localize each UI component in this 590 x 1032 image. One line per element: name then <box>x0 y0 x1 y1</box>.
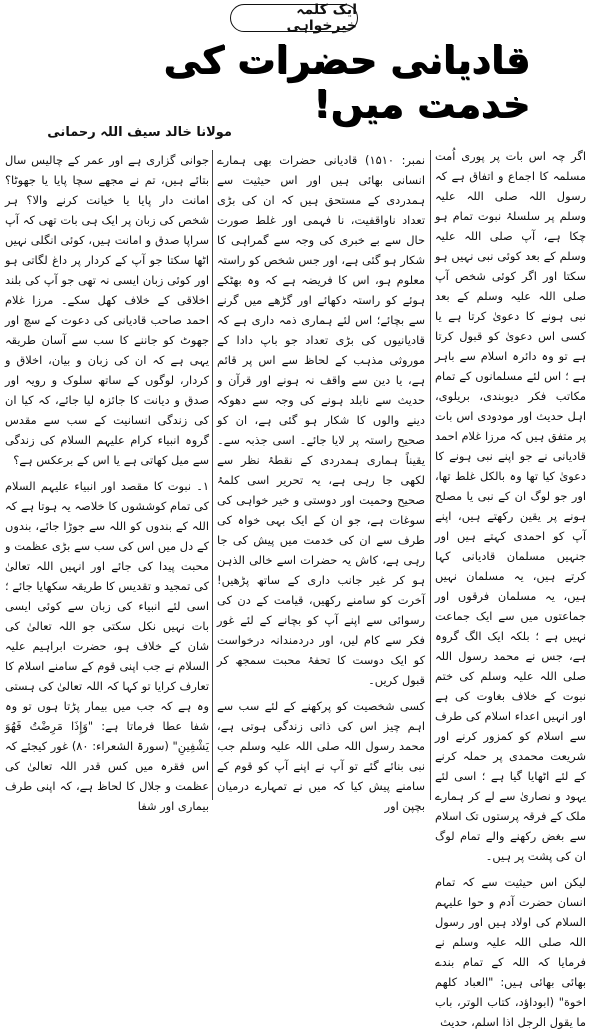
column-divider <box>430 150 431 800</box>
paragraph: نمبر: ۱۵۱۰) قادیانی حضرات بھی ہمارے انسانی بھائی ہیں اور اس حیثیت سے ہمدردی کے مستحق ہیں کہ ان کی بڑی تعداد ناواقفیت، نا فہمی اور غلط صورت حال سے بے خبری کی وجہ سے گمراہی کا شکار ہو گئی ہے، اور جس شخص کو راستہ معلوم ہو، اس کا فریضہ ہے کہ وہ بھٹکے ہوئے کو راستہ دکھائے اور گڑھے میں گرنے سے بچائے؛ اس لئے ہماری ذمہ داری ہے کہ قادیانیوں کی بڑی تعداد جو باپ دادا کے موروثی مذہب کے لحاظ سے اس پر قائم ہے، یا دین سے واقف نہ ہونے اور قرآن و حدیث سے نابلد ہونے کی وجہ سے دھوکہ دینے والوں کا شکار ہو گئی ہے، ان کو صحیح راستہ پر لایا جائے۔ اسی جذبہ سے۔ یقیناً ہماری ہمدردی کے نقطۂ نظر سے لکھی جا رہی ہے، یہ تحریر اسی کلمۂ صحیح وحمیت اور دوستی و خیر خواہی کی سوغات ہے، جو ان کے ایک بہی خواہ کی طرف سے ان کی خدمت میں پیش کی جا رہی ہے، کاش یہ حضرات اسے خالی الذہن ہو کر غیر جانب داری کے ساتھ پڑھیں! آخرت کو سامنے رکھیں، قیامت کے دن کی رسوائی سے اپنے آپ کو بچانے کے لئے غور فکر سے کام لیں، اور دردمندانہ درخواست کو ایک دوست کا تحفۂ محبت سمجھ کر قبول کریں۔ <box>217 153 425 687</box>
paragraph: اگر چہ اس بات پر پوری اُمت مسلمہ کا اجماع و اتفاق ہے کہ رسول اللہ صلی اللہ علیہ وسلم پر سلسلۂ نبوت تمام ہو چکا ہے، آپ صلی اللہ علیہ وسلم کے بعد کوئی نبی نہیں ہو سکتا اور اگر کوئی شخص آپ صلی اللہ علیہ وسلم کے بعد نبی ہونے کا دعویٰ کرتا ہے یا کسی اس دعویٰ کو قبول کرتا ہے تو وہ دائرہ اسلام سے باہر ہے ؛ اس لئے مسلمانوں کے تمام مکاتب فکر دیوبندی، بریلوی، اہل حدیث اور مودودی اس بات پر متفق ہیں کہ مرزا غلام احمد قادیانی نے جو اپنے نبی ہونے کا دعویٰ کیا تھا وہ بالکل غلط تھا، اور جو لوگ ان کے نبی یا مصلح ہونے پر یقین رکھتے ہیں، اپنے آپ کو احمدی کہتے ہیں اور جنہیں مسلمان قادیانی کہا کرتے ہیں، یہ مسلمان نہیں ہیں، یہ مسلمان فرقوں اور جماعتوں میں سے ایک جماعت نہیں ہے ؛ بلکہ ایک الگ گروہ ہے، جس نے محمد رسول اللہ صلی اللہ علیہ وسلم کی ختم نبوت کے خلاف بغاوت کی ہے اور انہیں اعداء اسلام کی طرف سے اسلام کو کمزور کرنے اور شریعت محمدی پر حملہ کرنے کے لئے اٹھایا گیا ہے ؛ اسی لئے یہود و نصاریٰ سے لے کر ہمارے ملک کے فرقہ پرستوں تک اسلام سے بغض رکھنے والے تمام لوگ ان کی پشت پر ہیں۔ <box>435 149 586 863</box>
column-right <box>435 146 586 1029</box>
paragraph: لیکن اس حیثیت سے کہ تمام انسان حضرت آدم و حوا علیہم السلام کی اولاد ہیں اور رسول اللہ صلی اللہ علیہ وسلم نے فرمایا کہ اللہ کے تمام بندے بھائی بھائی ہیں: "العباد کلهم اخوة" (ابوداؤد، کتاب الوتر، باب ما یقول الرجل اذا اسلم، حدیث <box>435 875 586 1029</box>
author-byline: مولانا خالد سیف اللہ رحمانی <box>47 125 232 140</box>
article-headline: قادیانی حضرات کی خدمت میں! <box>163 38 530 126</box>
column-divider <box>212 150 213 800</box>
section-kicker: ایک کلمہ خیرخواہی <box>230 4 358 32</box>
paragraph: ۱۔ نبوت کا مقصد اور انبیاء علیہم السلام کی تمام کوششوں کا خلاصہ یہ ہوتا ہے کہ اللہ کے بندوں کو اللہ سے جوڑا جائے، بندوں کے دل میں اس کی سب سے بڑی عظمت و محبت پیدا کی جائے اور انہیں اللہ تعالیٰ کی تمجید و تقدیس کا طریقہ سکھایا جائے ؛ اسی لئے انبیاء کی زبان سے کوئی ایسی بات نہیں نکل سکتی جو اللہ تعالیٰ کی شان کے خلاف ہو، حضرت ابراہیم علیہ السلام نے جب اپنی قوم کے سامنے اسلام کا تعارف کرایا تو کہا کہ اللہ تعالیٰ کی ہستی وہ ہے کہ جب میں بیمار پڑتا ہوں تو وہ شفا عطا فرماتا ہے: "وَإِذَا مَرِضْتُ فَهُوَ يَشْفِينِ" (سورۃ الشعراء: ۸۰) غور کیجئے کہ اس فقرہ میں کس قدر اللہ تعالیٰ کی عظمت و جلال کا لحاظ ہے، کہ اپنی طرف بیماری اور شفا <box>5 479 209 813</box>
paragraph: جوانی گزاری ہے اور عمر کے چالیس سال بتائے ہیں، تم نے مجھے سچا پایا یا جھوٹا؟ امانت دار پایا یا خیانت کرنے والا؟ ہر شخص کی زبان پر ایک ہی بات تھی کہ آپ سراپا صدق و امانت ہیں، کوئی انگلی نہیں اٹھا سکتا جو آپ کے کردار پر داغ لگاتی ہو اور کوئی زبان ایسی نہ تھی جو آپ کی بلند اخلاقی کے خلاف کھل سکے۔ مرزا غلام احمد صاحب قادیانی کی دعوت کے سچ اور جھوٹ کو جاننے کا سب سے آسان طریقہ یہی ہے کہ ان کی زبان و بیان، اخلاق و کردار، لوگوں کے ساتھ سلوک و رویہ اور صدق و دیانت کا جائزہ لیا جائے، کہ کیا ان کی زندگی انسانیت کے سب سے مقدس گروہ انبیاء کرام علیہم السلام کی زندگی سے میل کھاتی ہے یا اس کے برعکس ہے؟ <box>5 153 209 467</box>
column-middle <box>217 150 425 813</box>
paragraph: کسی شخصیت کو پرکھنے کے لئے سب سے اہم چیز اس کی ذاتی زندگی ہوتی ہے، محمد رسول اللہ صلی اللہ علیہ وسلم جب نبی بنائے گئے تو آپ نے اپنے آپ کو قوم کے سامنے پیش کیا کہ میں نے تمہارے درمیان بچپن اور <box>217 699 425 813</box>
column-left <box>5 150 209 813</box>
